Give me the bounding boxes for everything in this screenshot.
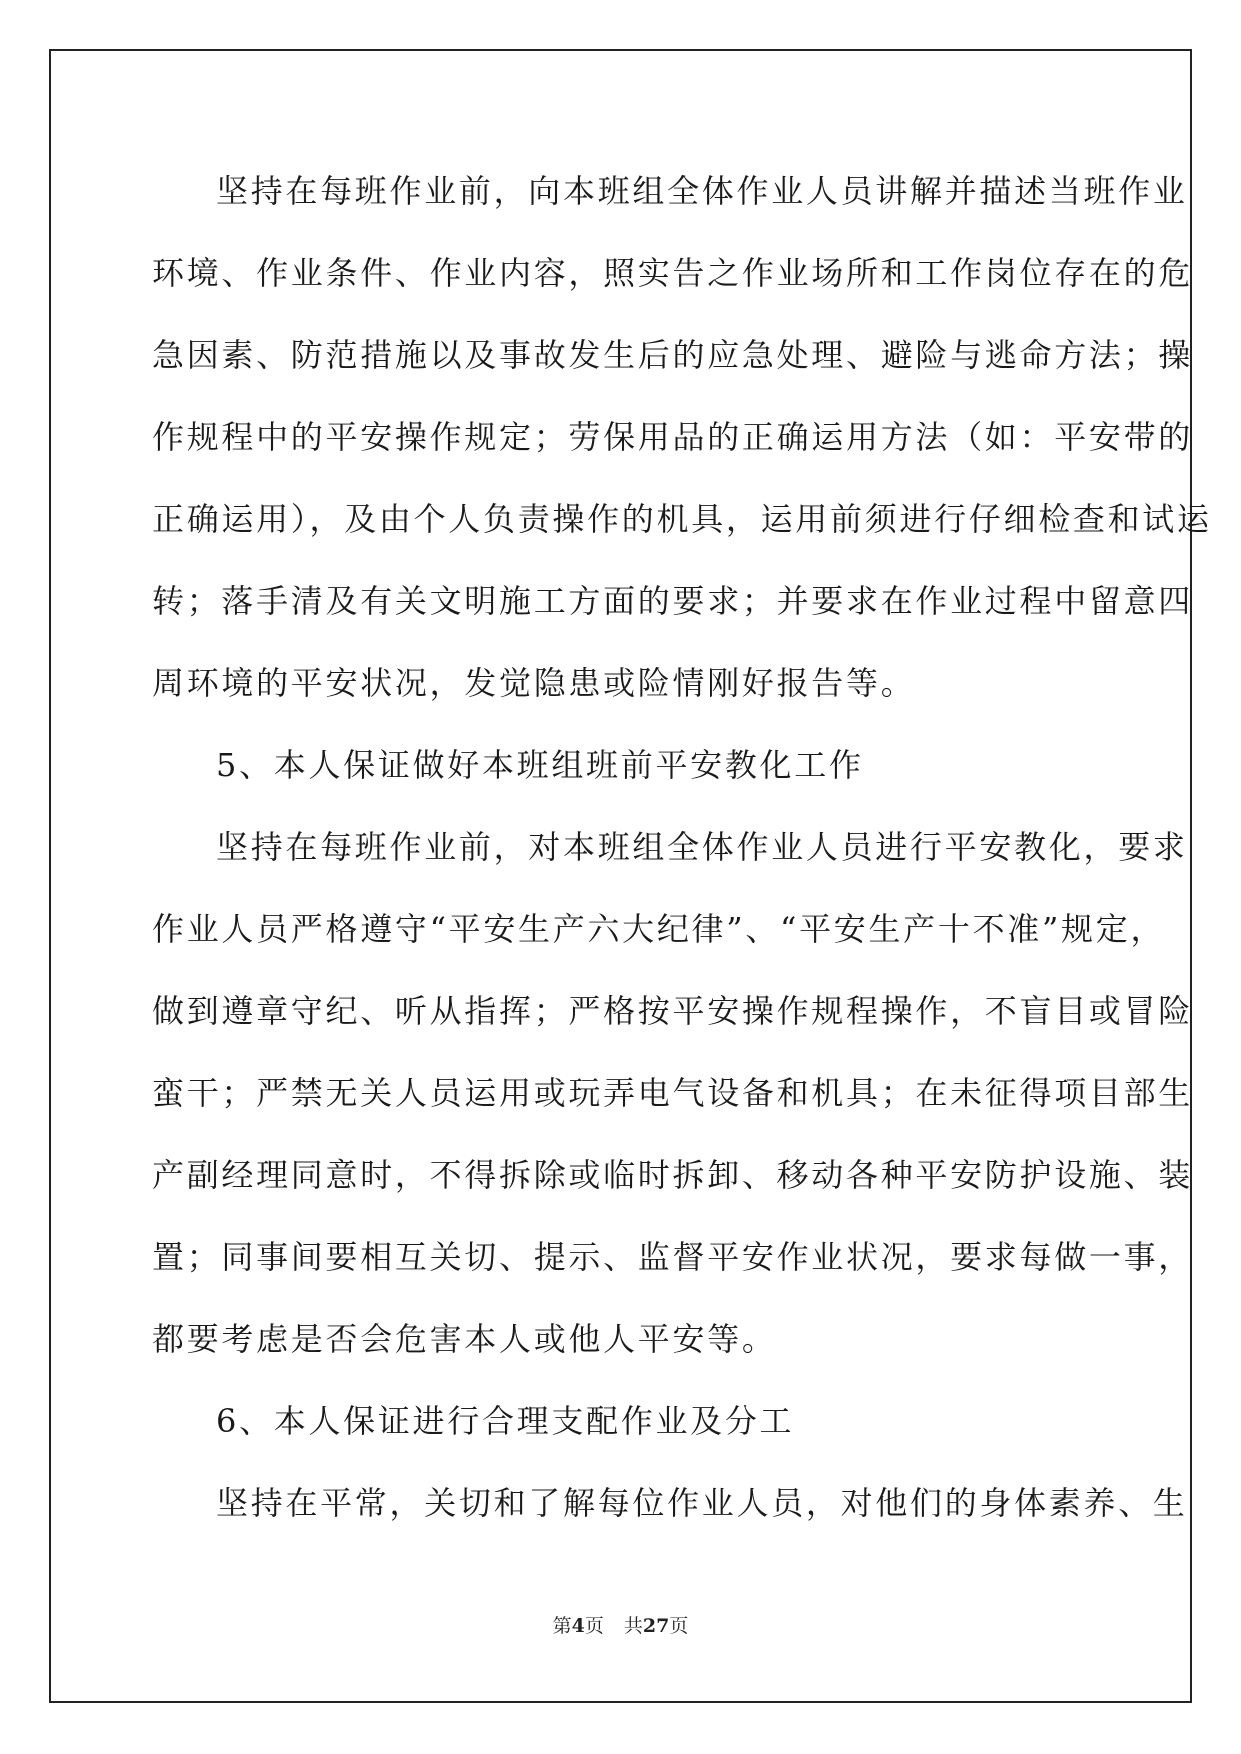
paragraph-line: 作规程中的平安操作规定；劳保用品的正确运用方法（如：平安带的 bbox=[152, 418, 1194, 456]
section-heading: 5、本人保证做好本班组班前平安教化工作 bbox=[216, 746, 864, 784]
paragraph-line: 坚持在平常，关切和了解每位作业人员，对他们的身体素养、生 bbox=[216, 1484, 1188, 1522]
paragraph-line: 蛮干；严禁无关人员运用或玩弄电气设备和机具；在未征得项目部生 bbox=[152, 1074, 1194, 1112]
paragraph-line: 周环境的平安状况，发觉隐患或险情刚好报告等。 bbox=[152, 664, 916, 702]
paragraph-line: 置；同事间要相互关切、提示、监督平安作业状况，要求每做一事， bbox=[152, 1238, 1194, 1276]
document-body bbox=[152, 156, 1212, 1550]
paragraph-line: 产副经理同意时，不得拆除或临时拆卸、移动各种平安防护设施、装 bbox=[152, 1156, 1194, 1194]
total-prefix: 共 bbox=[623, 1615, 643, 1637]
total-suffix: 页 bbox=[669, 1615, 689, 1637]
paragraph-line: 都要考虑是否会危害本人或他人平安等。 bbox=[152, 1320, 777, 1358]
page-footer bbox=[0, 1611, 1241, 1638]
page-prefix: 第 bbox=[552, 1615, 572, 1637]
paragraph-line: 坚持在每班作业前，对本班组全体作业人员进行平安教化，要求 bbox=[216, 828, 1188, 866]
paragraph-line: 做到遵章守纪、听从指挥；严格按平安操作规程操作，不盲目或冒险 bbox=[152, 992, 1194, 1030]
paragraph-line: 急因素、防范措施以及事故发生后的应急处理、避险与逃命方法；操 bbox=[152, 336, 1194, 374]
paragraph-line: 环境、作业条件、作业内容，照实告之作业场所和工作岗位存在的危 bbox=[152, 254, 1194, 292]
section-heading: 6、本人保证进行合理支配作业及分工 bbox=[216, 1402, 795, 1440]
page-number: 4 bbox=[571, 1615, 585, 1637]
paragraph-line: 坚持在每班作业前，向本班组全体作业人员讲解并描述当班作业 bbox=[216, 172, 1188, 210]
paragraph-line: 转；落手清及有关文明施工方面的要求；并要求在作业过程中留意四 bbox=[152, 582, 1194, 620]
page-suffix: 页 bbox=[584, 1615, 604, 1637]
total-pages: 27 bbox=[642, 1615, 670, 1637]
paragraph-line: 正确运用），及由个人负责操作的机具，运用前须进行仔细检查和试运 bbox=[152, 500, 1212, 538]
paragraph-line: 作业人员严格遵守“平安生产六大纪律”、“平安生产十不准”规定， bbox=[152, 910, 1166, 948]
